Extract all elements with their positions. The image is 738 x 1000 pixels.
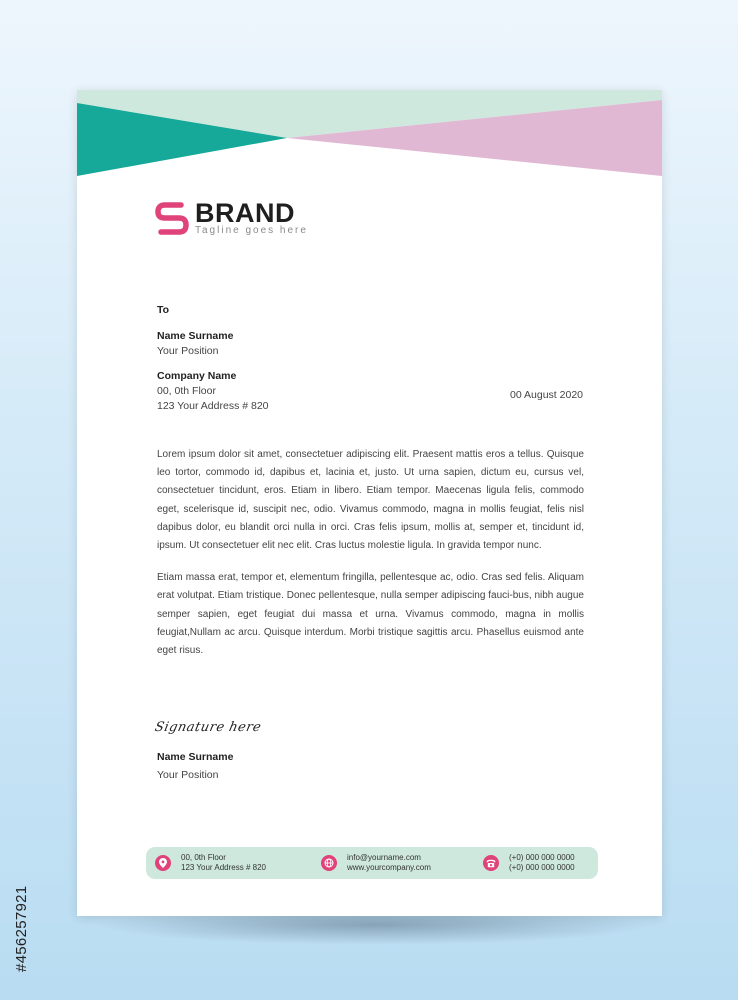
signature-script: Signature here [153,720,263,735]
letter-body [157,446,584,674]
footer-web [321,853,431,873]
header-decoration [77,90,662,180]
footer-phone-2[interactable]: (+0) 000 000 0000 [509,863,575,872]
footer-phone-1[interactable]: (+0) 000 000 0000 [509,853,575,862]
brand-name: BRAND [195,198,295,228]
footer-phone [483,853,575,873]
to-label: To [157,304,170,316]
telephone-icon [483,855,499,871]
body-paragraph-2: Etiam massa erat, tempor et, elementum fringilla, pellentesque ac, odio. Cras sed felis. Aliquam erat volutpat. Etiam tristique. Donec pellentesque, nulla semper adipiscing fauci-bus, nibh augue semper sapien, eget feugiat dui massa et urna. Vivamus commodo, magna in mollis feugiat,Nullam ac arcu. Quisque interdum. Morbi tristique sagittis arcu. Phasellus euismod ante eget risus. [157,572,584,657]
recipient-name: Name Surname [157,330,234,342]
location-pin-icon [155,855,171,871]
recipient-position: Your Position [157,345,219,357]
footer-address-line1: 00, 0th Floor [181,853,226,862]
signatory-position: Your Position [157,769,219,781]
footer-address-line2: 123 Your Address # 820 [181,863,266,872]
footer-website[interactable]: www.yourcompany.com [347,863,431,872]
footer-address [155,853,266,873]
signatory-block [157,748,233,784]
brand-logo-icon [155,201,189,235]
stock-image-id: #456257921 [13,885,30,972]
recipient-address-line2: 123 Your Address # 820 [157,400,269,412]
signatory-name: Name Surname [157,751,234,763]
company-name: Company Name [157,370,237,382]
letter-date: 00 August 2020 [510,389,583,401]
recipient-block [157,303,269,414]
globe-icon [321,855,337,871]
recipient-address-line1: 00, 0th Floor [157,385,216,397]
footer-contact-bar [146,847,598,879]
body-paragraph-1: Lorem ipsum dolor sit amet, consectetuer adipiscing elit. Praesent mattis eros a tellus. Quisque leo tortor, commodo id, dapibus et, lacinia et, justo. Ut urna sapien, dictum eu, cursus vel, consectetuer tincidunt, eros. Etiam in libero. Etiam tempor. Maecenas ligula felis, commodo eget, scelerisque id, suscipit nec, odio. Vivamus commodo, magna in mollis feugiat, felis nisl dapibus dolor, eu blandit orci nulla in orci. Cras felis ipsum, mollis at, semper et, tincidunt id, ipsum. Ut consectetuer elit nec elit. Cras luctus molestie ligula. In gravida tempor nunc. [157,449,584,552]
brand-tagline: Tagline goes here [195,225,308,236]
footer-email[interactable]: info@yourname.com [347,853,421,862]
letterhead-page [77,90,662,916]
